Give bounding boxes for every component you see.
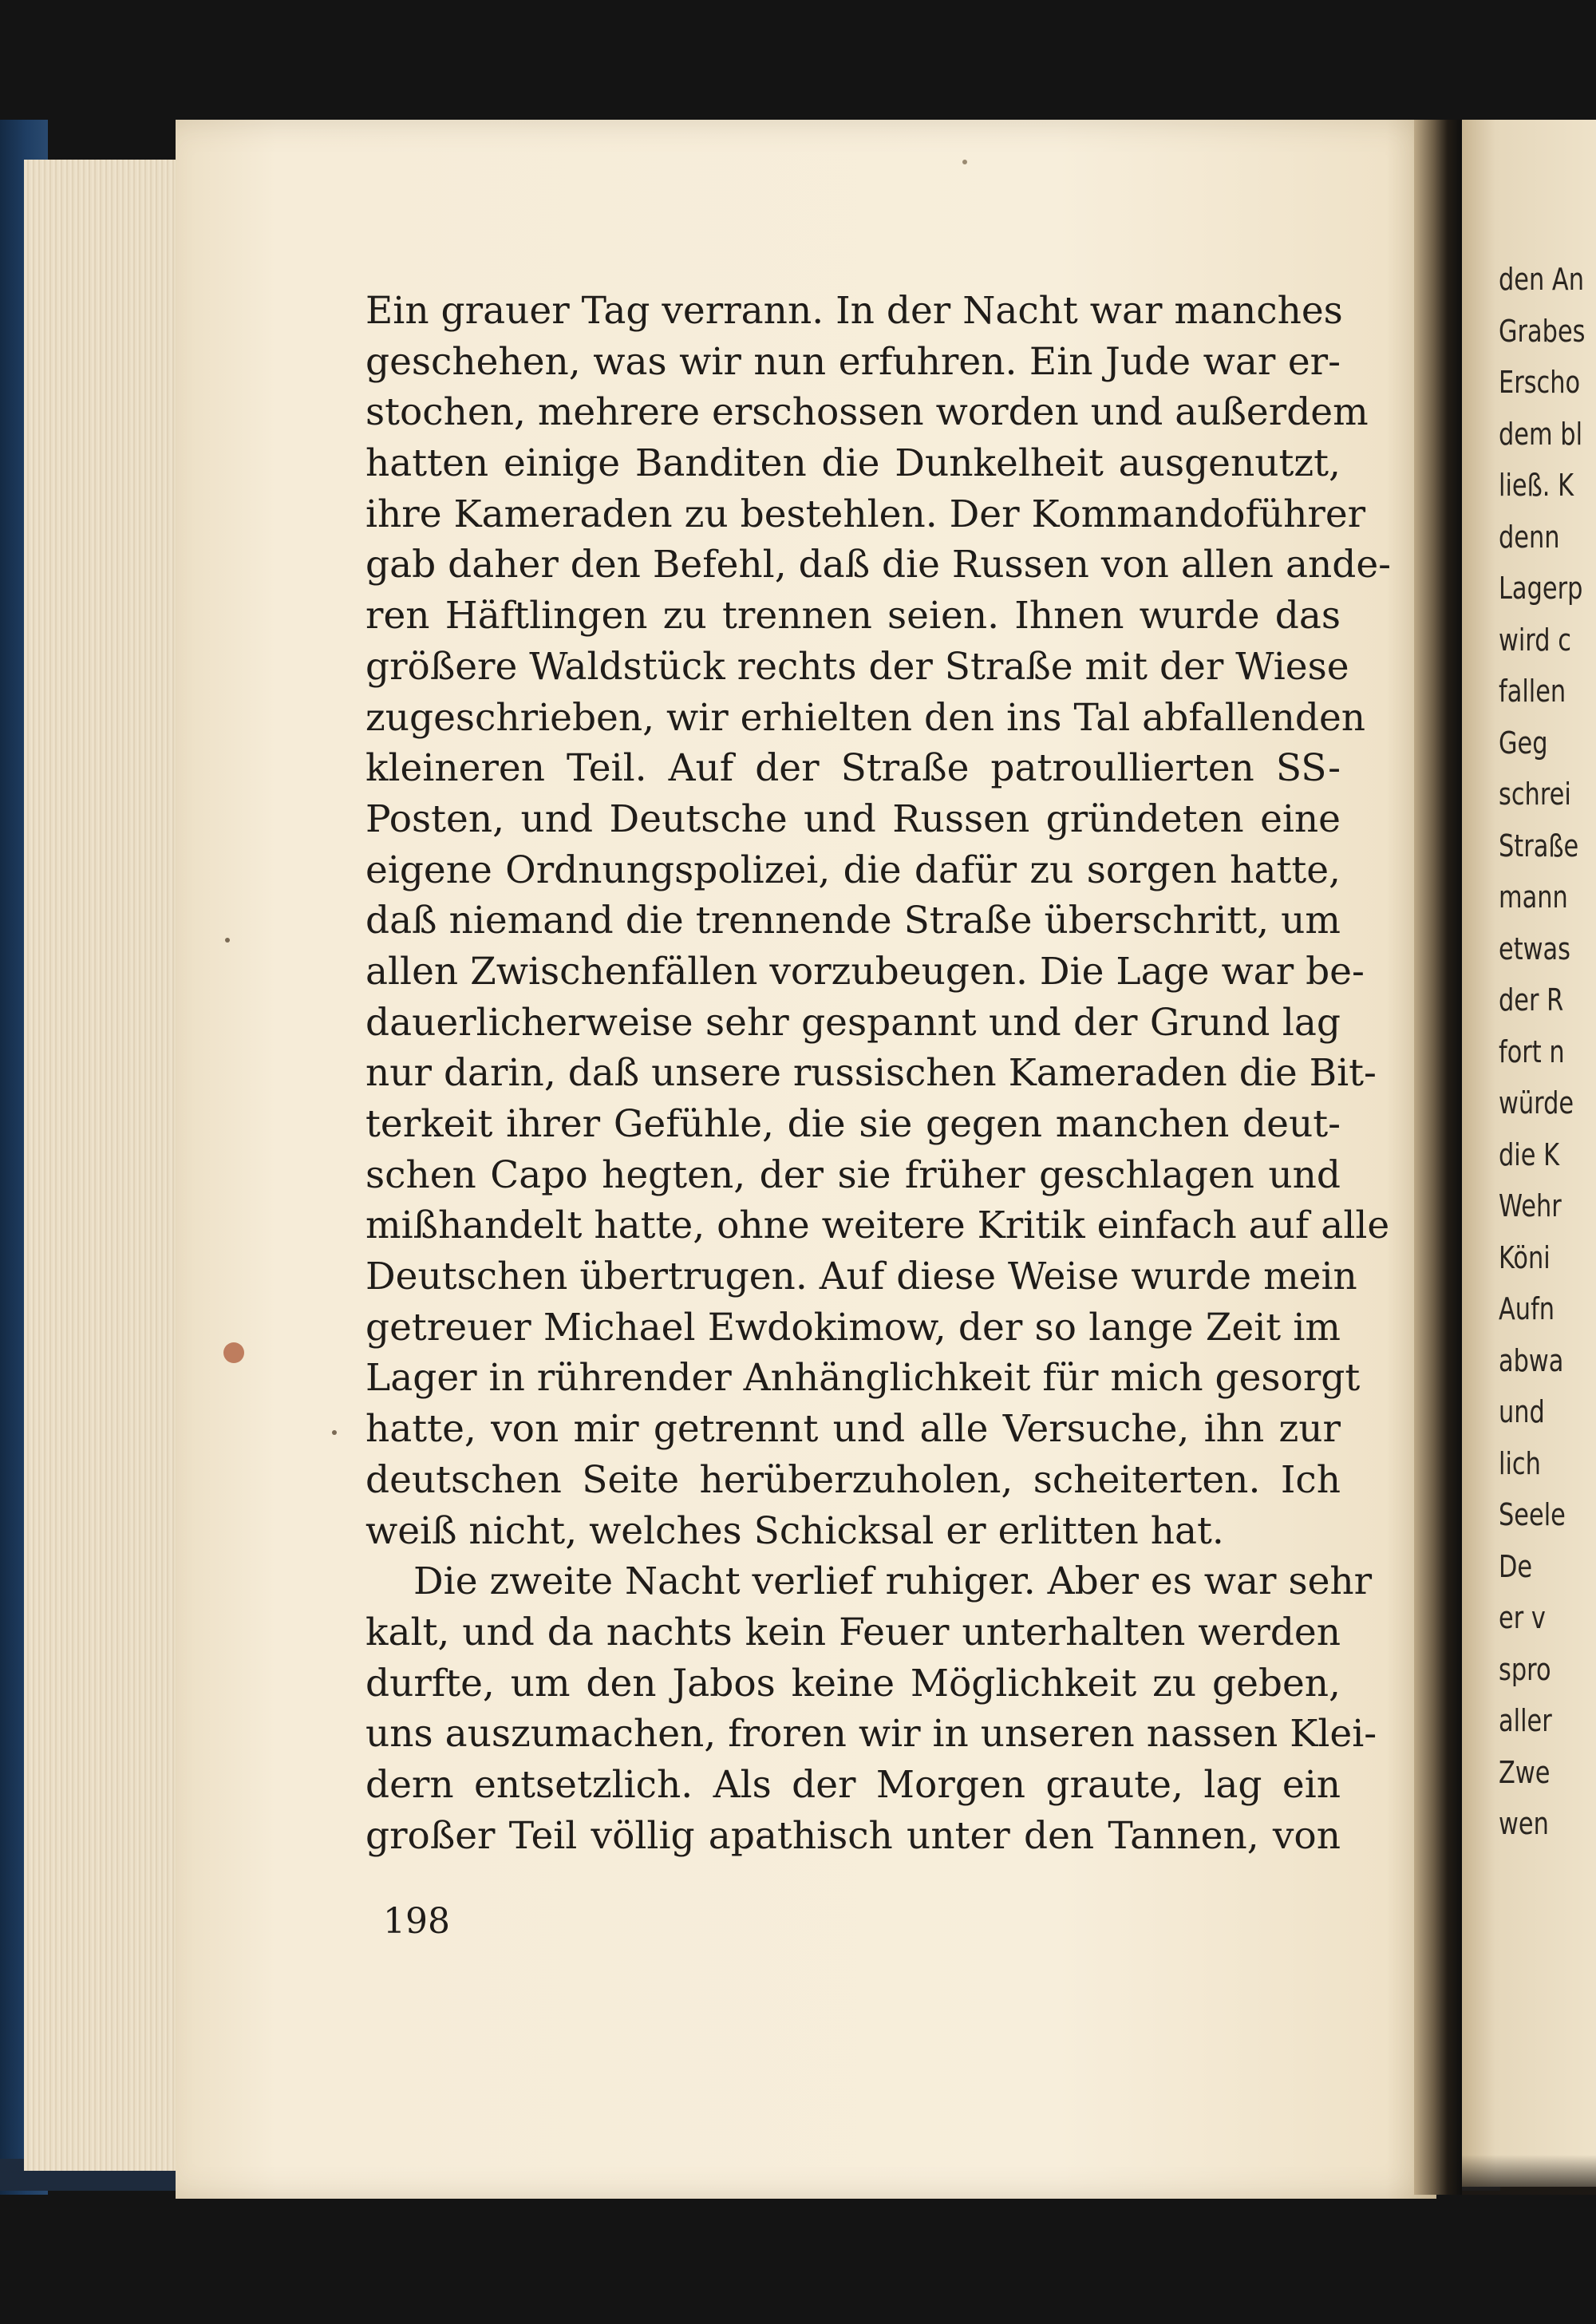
- text-line: großer Teil völlig apathisch unter den Tannen, von: [365, 1813, 1341, 1858]
- facing-line: Wehr: [1499, 1188, 1562, 1223]
- text-line: kleineren Teil. Auf der Straße patroullierten SS-: [365, 746, 1341, 791]
- text-line: stochen, mehrere erschossen worden und außerdem: [365, 390, 1369, 435]
- facing-line: denn: [1499, 519, 1560, 555]
- text-line: Deutschen übertrugen. Auf diese Weise wurde mein: [365, 1255, 1357, 1299]
- facing-line: er v: [1499, 1600, 1546, 1635]
- right-page-shadow: [1462, 2155, 1596, 2195]
- page-speck: [225, 938, 230, 943]
- text-line: terkeit ihrer Gefühle, die sie gegen manchen deut-: [365, 1102, 1341, 1146]
- facing-line: Seele: [1499, 1497, 1566, 1532]
- text-line: ren Häftlingen zu trennen seien. Ihnen wurde das: [365, 594, 1341, 638]
- text-line: schen Capo hegten, der sie früher geschlagen und: [365, 1152, 1341, 1197]
- facing-line: Geg: [1499, 725, 1548, 761]
- facing-line: der R: [1499, 982, 1564, 1018]
- facing-line: den An: [1499, 262, 1584, 297]
- text-line: allen Zwischenfällen vorzubeugen. Die Lage war be-: [365, 949, 1365, 994]
- text-line: dern entsetzlich. Als der Morgen graute, lag ein: [365, 1762, 1341, 1807]
- page-number: 198: [383, 1901, 450, 1942]
- facing-line: Köni: [1499, 1239, 1551, 1275]
- page-edges: [24, 160, 184, 2171]
- facing-line: würde: [1499, 1085, 1574, 1120]
- text-line: mißhandelt hatte, ohne weitere Kritik einfach auf alle: [365, 1204, 1390, 1248]
- facing-line: lich: [1499, 1445, 1541, 1481]
- facing-line: Aufn: [1499, 1291, 1555, 1326]
- text-line: Lager in rührender Anhänglichkeit für mich gesorgt: [365, 1356, 1361, 1401]
- text-line: ihre Kameraden zu bestehlen. Der Kommandoführer: [365, 492, 1366, 536]
- text-line: daß niemand die trennende Straße überschritt, um: [365, 899, 1341, 943]
- facing-line: dem bl: [1499, 416, 1583, 452]
- text-line: weiß nicht, welches Schicksal er erlitten hat.: [365, 1508, 1224, 1553]
- book-gutter: [1414, 120, 1462, 2195]
- facing-line: schrei: [1499, 777, 1571, 812]
- text-line: Ein grauer Tag verrann. In der Nacht war manches: [365, 289, 1343, 333]
- text-line: gab daher den Befehl, daß die Russen von allen ande-: [365, 543, 1392, 587]
- facing-line: Lagerp: [1499, 571, 1583, 606]
- facing-line: mann: [1499, 879, 1568, 915]
- page-speck: [332, 1430, 337, 1435]
- body-text: [365, 286, 1392, 1861]
- facing-line: Erscho: [1499, 365, 1581, 400]
- facing-line: De: [1499, 1548, 1533, 1584]
- facing-line: die K: [1499, 1136, 1560, 1172]
- facing-line: abwa: [1499, 1342, 1564, 1378]
- facing-line: fallen: [1499, 674, 1566, 709]
- text-line: zugeschrieben, wir erhielten den ins Tal abfallenden: [365, 695, 1366, 740]
- text-line: getreuer Michael Ewdokimow, der so lange Zeit im: [365, 1305, 1341, 1350]
- facing-line: spro: [1499, 1651, 1551, 1687]
- text-line: größere Waldstück rechts der Straße mit der Wiese: [365, 644, 1349, 689]
- facing-line: fort n: [1499, 1034, 1565, 1069]
- text-line: Die zweite Nacht verlief ruhiger. Aber es war sehr: [413, 1559, 1373, 1604]
- text-line: eigene Ordnungspolizei, die dafür zu sorgen hatte,: [365, 848, 1341, 892]
- page-speck: [962, 160, 967, 164]
- facing-line: wen: [1499, 1806, 1549, 1841]
- facing-line: Straße: [1499, 828, 1579, 864]
- facing-line: und: [1499, 1394, 1545, 1429]
- text-line: deutschen Seite herüberzuholen, scheiterten. Ich: [365, 1457, 1341, 1502]
- facing-line: Grabes: [1499, 313, 1586, 349]
- facing-line: wird c: [1499, 622, 1571, 658]
- text-line: durfte, um den Jabos keine Möglichkeit zu geben,: [365, 1661, 1341, 1705]
- text-line: kalt, und da nachts kein Feuer unterhalten werden: [365, 1610, 1341, 1654]
- facing-line: Zwe: [1499, 1754, 1551, 1790]
- text-line: geschehen, was wir nun erfuhren. Ein Jude war er-: [365, 339, 1341, 384]
- facing-page-text: [1499, 254, 1586, 1850]
- text-line: hatten einige Banditen die Dunkelheit ausgenutzt,: [365, 441, 1341, 486]
- page-stain: [223, 1342, 244, 1363]
- text-line: dauerlicherweise sehr gespannt und der Grund lag: [365, 1000, 1341, 1045]
- facing-line: ließ. K: [1499, 468, 1574, 503]
- text-line: hatte, von mir getrennt und alle Versuche, ihn zur: [365, 1407, 1341, 1452]
- facing-line: etwas: [1499, 931, 1570, 966]
- facing-line: aller: [1499, 1703, 1552, 1738]
- text-line: Posten, und Deutsche und Russen gründeten eine: [365, 796, 1341, 841]
- text-line: uns auszumachen, froren wir in unseren nassen Klei-: [365, 1712, 1377, 1757]
- text-line: nur darin, daß unsere russischen Kameraden die Bit-: [365, 1051, 1377, 1096]
